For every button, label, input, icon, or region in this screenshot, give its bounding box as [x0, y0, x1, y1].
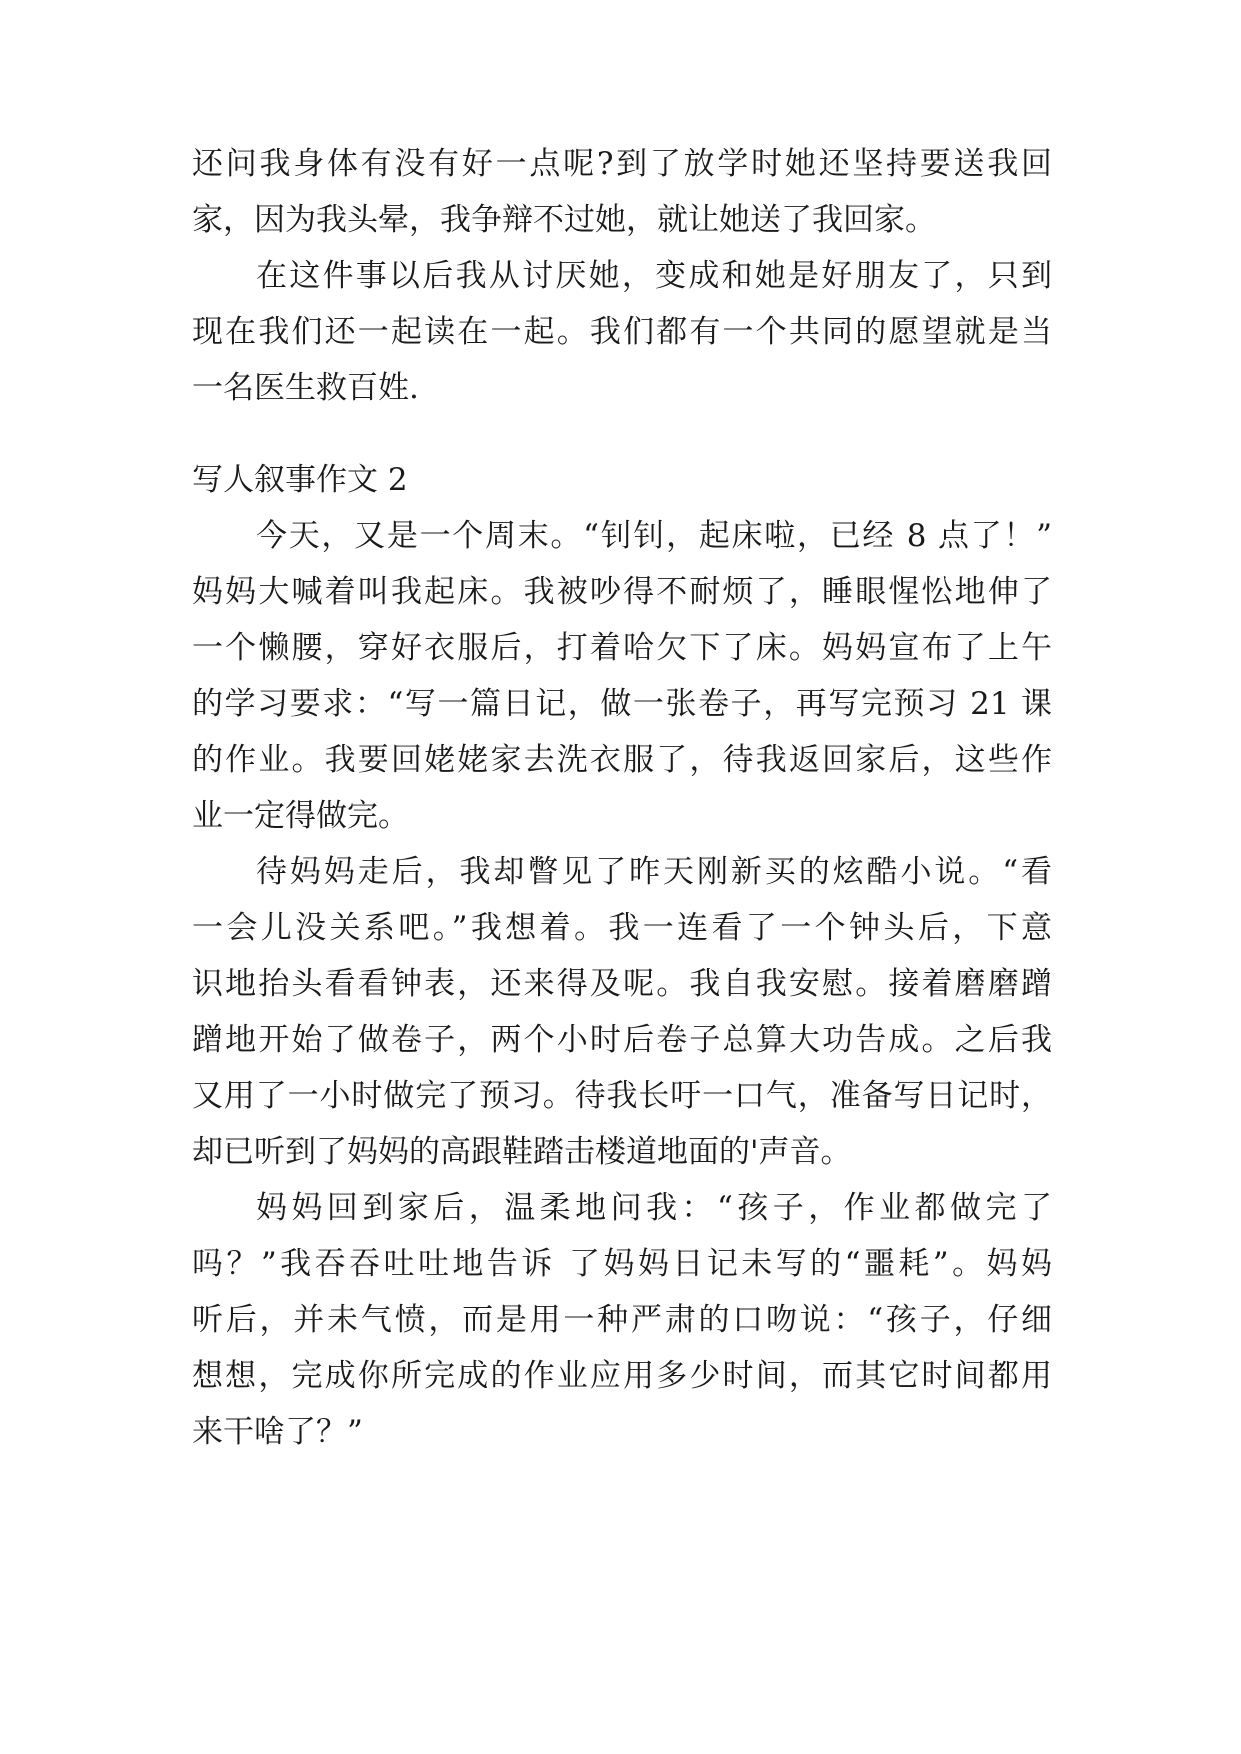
section-heading: 写人叙事作文 2 — [192, 462, 408, 498]
paragraph-first-line: 在这件事以后我从讨厌她，变成和她是好朋友了，只到 — [256, 258, 1052, 294]
text-line: 业一定得做完。 — [192, 798, 409, 834]
text-line: 蹭地开始了做卷子，两个小时后卷子总算大功告成。之后我 — [192, 1022, 1052, 1058]
text-line: 的作业。我要回姥姥家去洗衣服了，待我返回家后，这些作 — [192, 742, 1052, 778]
text-line: 一个懒腰，穿好衣服后，打着哈欠下了床。妈妈宣布了上午 — [192, 630, 1052, 666]
text-line: 家，因为我头晕，我争辩不过她，就让她送了我回家。 — [192, 202, 936, 238]
text-line: 吗？”我吞吞吐吐地告诉 了妈妈日记未写的“噩耗”。妈妈 — [192, 1246, 1052, 1282]
paragraph-first-line: 妈妈回到家后，温柔地问我：“孩子，作业都做完了 — [256, 1190, 1052, 1226]
text-line: 一名医生救百姓. — [192, 370, 419, 406]
text-line: 妈妈大喊着叫我起床。我被吵得不耐烦了，睡眼惺忪地伸了 — [192, 574, 1052, 610]
text-line: 来干啥了？” — [192, 1414, 363, 1450]
text-line: 还问我身体有没有好一点呢?到了放学时她还坚持要送我回 — [192, 146, 1052, 182]
text-line: 现在我们还一起读在一起。我们都有一个共同的愿望就是当 — [192, 314, 1052, 350]
text-line: 识地抬头看看钟表，还来得及呢。我自我安慰。接着磨磨蹭 — [192, 966, 1052, 1002]
text-line: 的学习要求：“写一篇日记，做一张卷子，再写完预习 21 课 — [192, 686, 1052, 722]
paragraph-first-line: 待妈妈走后，我却瞥见了昨天刚新买的炫酷小说。“看 — [256, 854, 1052, 890]
text-line: 想想，完成你所完成的作业应用多少时间，而其它时间都用 — [192, 1358, 1052, 1394]
text-line: 又用了一小时做完了预习。待我长吁一口气，准备写日记时， — [192, 1078, 1052, 1114]
text-line: 却已听到了妈妈的高跟鞋踏击楼道地面的'声音。 — [192, 1134, 852, 1170]
text-line: 听后，并未气愤，而是用一种严肃的口吻说：“孩子，仔细 — [192, 1302, 1052, 1338]
text-line: 一会儿没关系吧。”我想着。我一连看了一个钟头后，下意 — [192, 910, 1052, 946]
paragraph-first-line: 今天，又是一个周末。“钊钊，起床啦，已经 8 点了！” — [256, 518, 1052, 554]
